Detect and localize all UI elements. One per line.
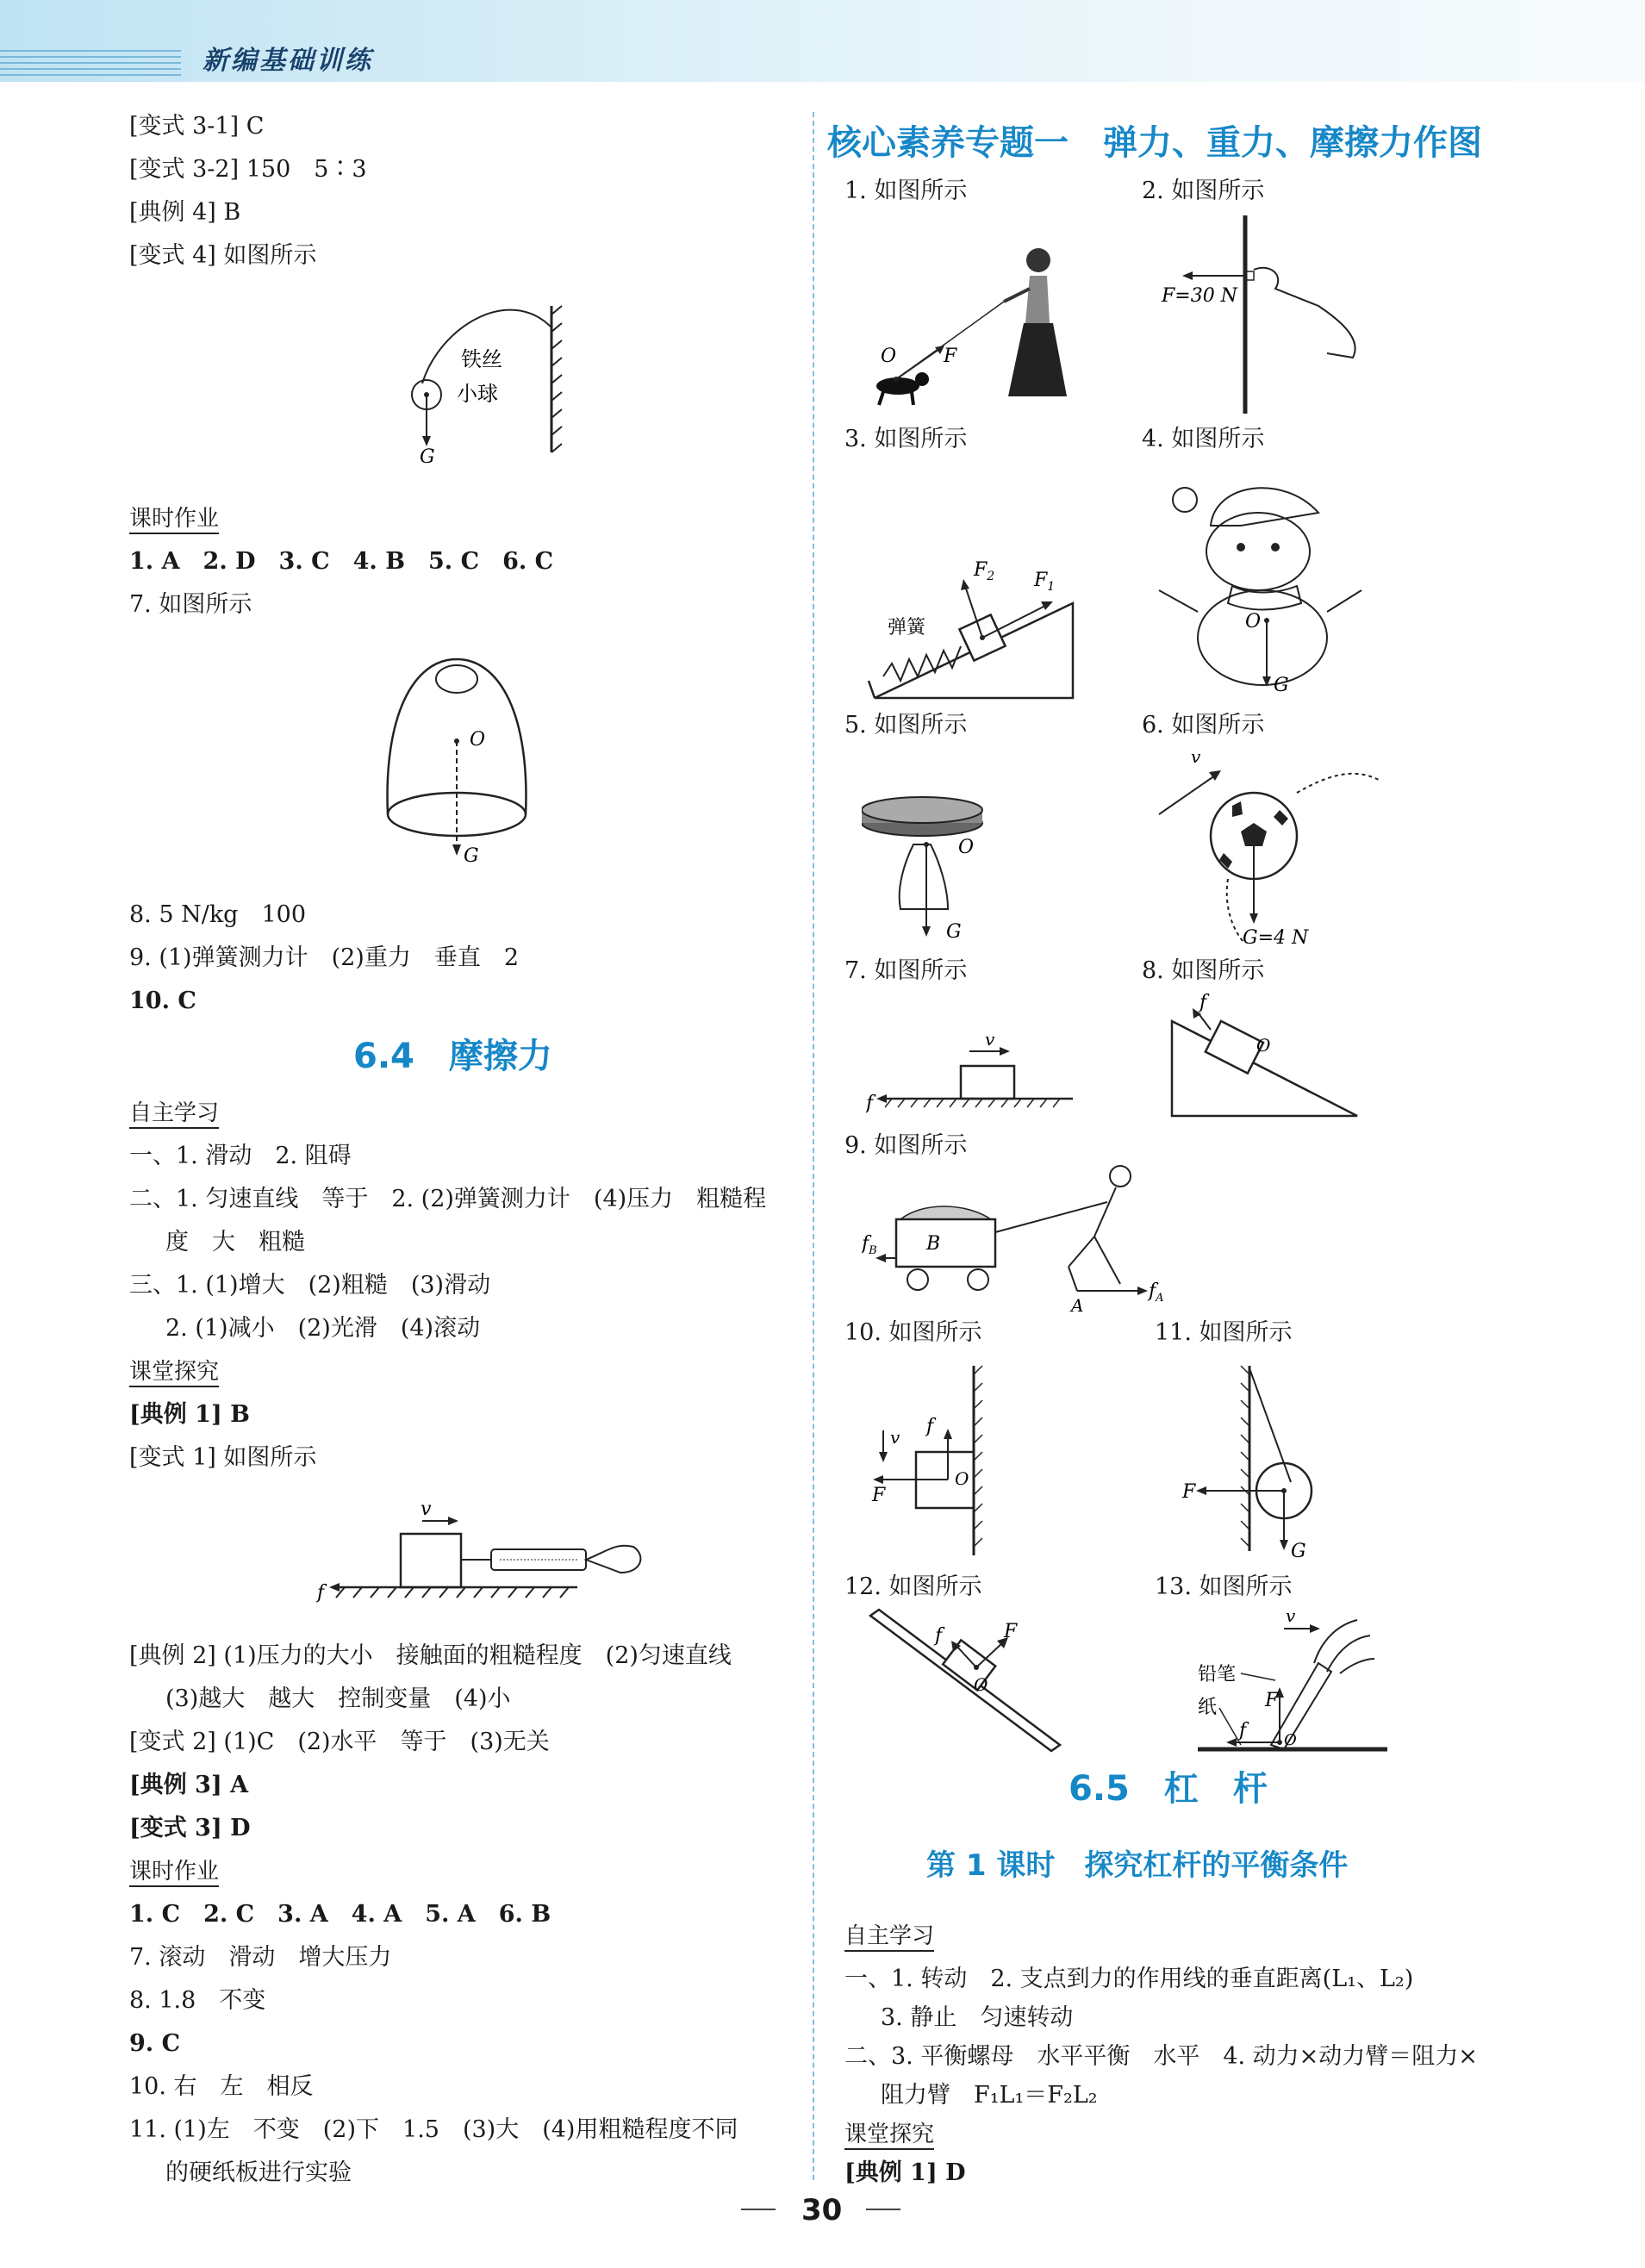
figure-12-slanted-plank xyxy=(866,1603,1064,1758)
figure-4-snowman xyxy=(1146,465,1370,707)
answer-line: [变式 3] D xyxy=(129,1815,251,1841)
section-title: 6.4 摩擦力 xyxy=(353,1037,552,1076)
column-divider xyxy=(813,112,814,2180)
topic-title: 核心素养专题一 弹力、重力、摩擦力作图 xyxy=(827,123,1482,163)
answer-line: 9. (1)弹簧测力计 (2)重力 垂直 2 xyxy=(129,944,520,971)
label-f2: $F_2$ xyxy=(974,559,995,583)
figure-6-soccer-ball xyxy=(1146,741,1387,948)
figure-9-cart-pull xyxy=(862,1163,1172,1314)
label-o: O xyxy=(1284,1731,1297,1749)
figure-spring-scale xyxy=(310,1491,655,1611)
item-label: 2. 如图所示 xyxy=(1142,178,1265,204)
item-label: 13. 如图所示 xyxy=(1155,1573,1293,1600)
label-o: O xyxy=(470,729,486,751)
label-v: v xyxy=(1286,1611,1296,1626)
answer-line: [变式 3-2] 150 5∶3 xyxy=(129,156,367,183)
label-o: O xyxy=(955,1468,969,1489)
answer-line: [变式 1] 如图所示 xyxy=(129,1444,317,1471)
item-label: 11. 如图所示 xyxy=(1155,1319,1293,1346)
section-title: 6.5 杠 杆 xyxy=(1069,1769,1268,1809)
answer-line: 度 大 粗糙 xyxy=(165,1229,305,1256)
answer-line: 7. 如图所示 xyxy=(129,591,252,618)
answer-line: 9. C xyxy=(129,2030,181,2057)
label-o: O xyxy=(974,1674,988,1695)
label-v: v xyxy=(421,1498,432,1520)
figure-3-incline-spring xyxy=(862,551,1086,707)
label-a: A xyxy=(1071,1295,1084,1314)
answer-line: 7. 滚动 滑动 增大压力 xyxy=(129,1944,392,1971)
answer-line: 11. (1)左 不变 (2)下 1.5 (3)大 (4)用粗糙程度不同 xyxy=(129,2116,738,2143)
label-ball: 小球 xyxy=(457,382,498,406)
label-f: f xyxy=(926,1416,934,1437)
answer-line: 3. 静止 匀速转动 xyxy=(881,2004,1074,2031)
figure-5-hanging-bell xyxy=(862,793,1034,948)
label-f: f xyxy=(935,1625,943,1647)
answer-line: [变式 3-1] C xyxy=(129,113,265,140)
header-decoration xyxy=(0,48,181,76)
homework-heading: 课时作业 xyxy=(129,1859,219,1887)
label-f: F xyxy=(1265,1690,1279,1711)
label-f1: $F_1$ xyxy=(1034,570,1056,594)
answer-line: 8. 1.8 不变 xyxy=(129,1987,266,2014)
answer-line: 1. A 2. D 3. C 4. B 5. C 6. C xyxy=(129,548,554,575)
answer-line: 二、3. 平衡螺母 水平平衡 水平 4. 动力×动力臂＝阻力× xyxy=(844,2043,1478,2070)
item-label: 5. 如图所示 xyxy=(844,712,968,738)
figure-10-block-wall xyxy=(862,1361,1017,1560)
item-label: 8. 如图所示 xyxy=(1142,957,1265,984)
answer-line: [变式 2] (1)C (2)水平 等于 (3)无关 xyxy=(129,1729,550,1755)
label-f: f xyxy=(1199,992,1207,1013)
figure-11-hanging-ball xyxy=(1163,1361,1336,1568)
label-v: v xyxy=(985,1029,995,1050)
item-label: 12. 如图所示 xyxy=(844,1573,982,1600)
homework-heading: 课时作业 xyxy=(129,506,219,534)
label-v: v xyxy=(890,1427,900,1448)
label-o: O xyxy=(958,837,975,858)
answer-line: 二、1. 匀速直线 等于 2. (2)弹簧测力计 (4)压力 粗糙程 xyxy=(129,1186,767,1212)
answer-line: [典例 3] A xyxy=(129,1772,249,1798)
figure-8-incline-block xyxy=(1163,991,1370,1125)
answer-line: [典例 4] B xyxy=(129,199,241,226)
item-label: 3. 如图所示 xyxy=(844,426,968,452)
label-v: v xyxy=(1191,746,1201,767)
answer-line: 8. 5 N/kg 100 xyxy=(129,901,307,928)
label-g4: G=4 N xyxy=(1243,927,1309,948)
item-label: 9. 如图所示 xyxy=(844,1132,968,1159)
figure-wire-ball xyxy=(379,293,603,474)
answer-line: 的硬纸板进行实验 xyxy=(165,2159,352,2186)
answer-line: 1. C 2. C 3. A 4. A 5. A 6. B xyxy=(129,1901,551,1928)
answer-line: [典例 1] B xyxy=(129,1401,250,1428)
answer-line: 10. C xyxy=(129,988,196,1014)
label-fb: $f_B$ xyxy=(862,1233,877,1257)
answer-line: 10. 右 左 相反 xyxy=(129,2073,314,2100)
figure-1-dog-walk xyxy=(862,241,1103,414)
page-number-dash xyxy=(741,2209,776,2210)
answer-line: (3)越大 越大 控制变量 (4)小 xyxy=(165,1685,511,1712)
label-f: F xyxy=(1182,1481,1196,1503)
figure-2-hand-wall xyxy=(1146,211,1405,418)
lesson-title: 第 1 课时 探究杠杆的平衡条件 xyxy=(926,1848,1349,1883)
answer-line: 阻力臂 F₁L₁＝F₂L₂ xyxy=(881,2082,1098,2109)
label-o: O xyxy=(1256,1035,1271,1056)
header-title: 新编基础训练 xyxy=(203,46,373,76)
label-pencil: 铅笔 xyxy=(1198,1664,1237,1685)
label-o: O xyxy=(1245,611,1262,632)
item-label: 4. 如图所示 xyxy=(1142,426,1265,452)
label-b: B xyxy=(926,1233,941,1255)
label-g: G xyxy=(420,446,435,468)
label-g: G xyxy=(1291,1541,1306,1562)
figure-13-pencil-paper xyxy=(1189,1611,1405,1762)
label-f: F xyxy=(1004,1621,1018,1642)
label-g: G xyxy=(946,921,962,943)
item-label: 7. 如图所示 xyxy=(844,957,968,984)
answer-line: 一、1. 滑动 2. 阻碍 xyxy=(129,1143,352,1169)
figure-bell xyxy=(362,646,551,875)
label-o: O xyxy=(881,346,897,367)
answer-line: 一、1. 转动 2. 支点到力的作用线的垂直距离(L₁、L₂) xyxy=(844,1966,1414,1992)
label-wire: 铁丝 xyxy=(461,347,502,371)
self-study-heading: 自主学习 xyxy=(129,1100,219,1129)
answer-line: [典例 2] (1)压力的大小 接触面的粗糙程度 (2)匀速直线 xyxy=(129,1642,732,1669)
answer-line: 2. (1)减小 (2)光滑 (4)滚动 xyxy=(165,1315,481,1342)
label-f: f xyxy=(317,1582,325,1604)
label-g: G xyxy=(464,845,479,867)
item-label: 1. 如图所示 xyxy=(844,178,968,204)
label-f: f xyxy=(1239,1720,1247,1742)
class-explore-heading: 课堂探究 xyxy=(129,1359,219,1387)
label-f: F xyxy=(944,346,957,367)
label-paper: 纸 xyxy=(1198,1697,1218,1718)
answer-line: [变式 4] 如图所示 xyxy=(129,242,317,269)
label-f: f xyxy=(866,1093,874,1114)
label-g: G xyxy=(1274,675,1289,696)
item-label: 10. 如图所示 xyxy=(844,1319,982,1346)
label-f: F xyxy=(872,1485,886,1506)
page-number: 30 xyxy=(801,2193,843,2228)
label-f30: F=30 N xyxy=(1162,285,1237,307)
class-explore-heading: 课堂探究 xyxy=(844,2122,934,2150)
label-spring: 弹簧 xyxy=(888,617,926,639)
figure-7-block-floor xyxy=(866,1012,1081,1116)
answer-line: 三、1. (1)增大 (2)粗糙 (3)滑动 xyxy=(129,1272,491,1299)
self-study-heading: 自主学习 xyxy=(844,1923,934,1952)
page-number-dash xyxy=(866,2209,900,2210)
label-fa: $f_A$ xyxy=(1149,1280,1164,1305)
item-label: 6. 如图所示 xyxy=(1142,712,1265,738)
answer-line: [典例 1] D xyxy=(844,2159,966,2186)
